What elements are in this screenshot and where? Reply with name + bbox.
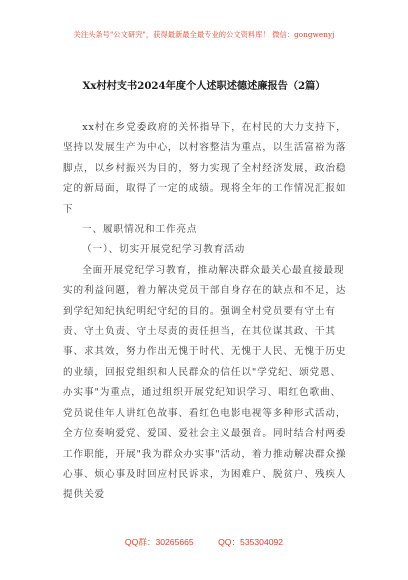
document-body (63, 118, 348, 506)
document-title: Xx村村支书2024年度个人述职述德述廉报告（2篇） (82, 80, 326, 92)
intro-paragraph: xx村在乡党委政府的关怀指导下，在村民的大力支持下，坚持以发展生产为中心，以村容整洁为重点，以生活富裕为落脚点，以乡村振兴为目的，努力实现了全村经济发展，政治稳定的新局面，取得了一定的成绩。现将全年的工作情况汇报如下 (63, 122, 347, 215)
promo-banner: 关注头条号"公文研究"，获得最新最全最专业的公文资料库！ 微信：gongwenyj (73, 30, 335, 39)
subsection-heading: （一）、切实开展党纪学习教育活动 (82, 244, 246, 256)
contact-footer (0, 536, 408, 548)
qq-number: QQ：535304092 (218, 537, 284, 547)
section-heading: 一、履职情况和工作亮点 (82, 224, 198, 236)
body-paragraph: 全面开展党纪学习教育，推动解决群众最关心最直接最现实的利益问题，着力解决党员干部自身存在的缺点和不足，达到学纪知纪执纪明纪守纪的目的。强调全村党员要有守土有责、守土负责、守土尽责的责任担当，在其位谋其政、干其事、求其效，努力作出无愧于时代、无愧于人民、无愧于历史的业绩，回报党组织和人民群众的信任以"学党纪、颂党恩、办实事"为重点，通过组织开展党纪知识学习、唱红色歌曲、党员说佳年人讲红色故事、看红色电影电视等多种形式活动，全方位奏响爱党、爱国、爱社会主义最强音。同时结合村两委工作职能，开展"我为群众办实事"活动，着力推动解决群众操心事、烦心事及时回应村民诉求，为困难户、脱贫户、残疾人提供关爱 (63, 264, 347, 501)
qq-group-number: QQ群：30265665 (124, 537, 194, 547)
